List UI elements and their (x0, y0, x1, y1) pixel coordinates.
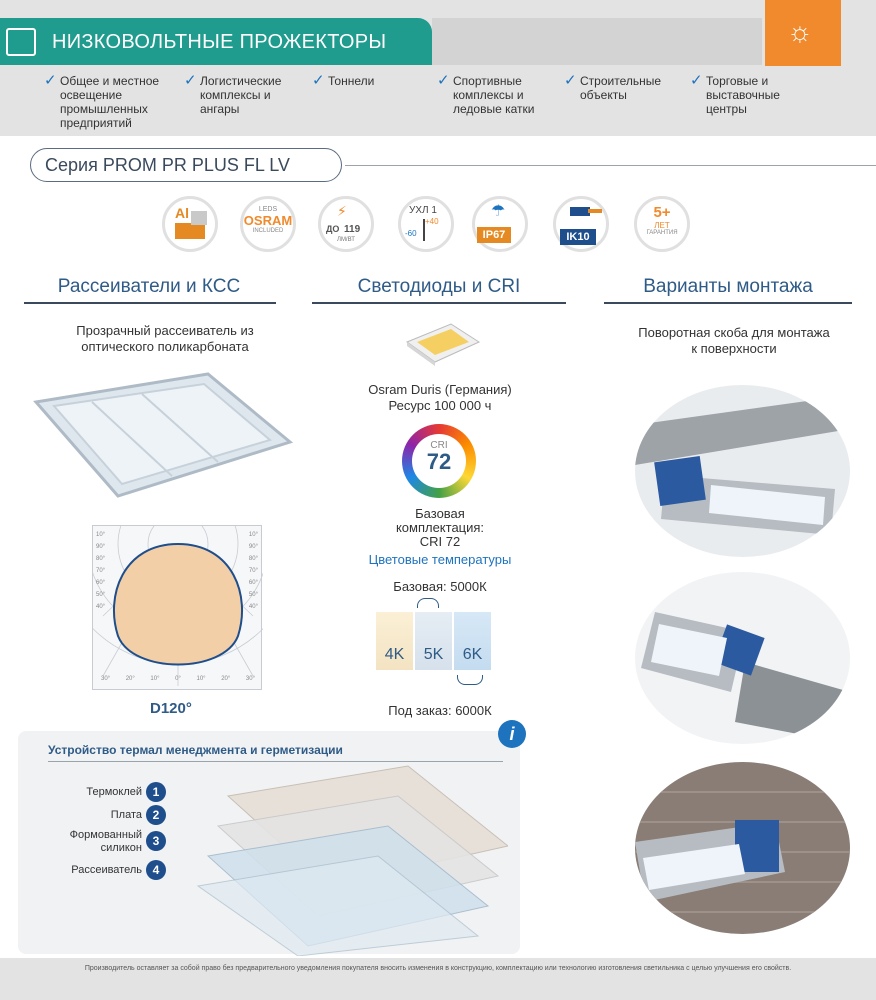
thermal-panel (18, 731, 520, 954)
temp-5k: 5K (415, 612, 452, 670)
thermal-title: Устройство термал менеджмента и герметизации (48, 743, 343, 757)
section-title-diffusers: Рассеиватели и КСС (57, 276, 241, 297)
header-grey-block (432, 18, 762, 65)
thermal-layers-image (168, 756, 508, 956)
check-icon: ✓ (690, 72, 703, 89)
section-underline (604, 302, 852, 304)
diffuser-caption: Прозрачный рассеиватель из оптического поликарбоната (76, 323, 254, 354)
mount-image-brick-wall (635, 762, 850, 934)
umbrella-icon: ☂ (491, 203, 506, 220)
beam-angle-label: D120° (150, 700, 192, 717)
brace-icon (417, 598, 439, 608)
series-title: Серия PROM PR PLUS FL LV (30, 148, 342, 182)
section-underline (24, 302, 276, 304)
lamp-icon: ☼ (787, 16, 813, 47)
base-config-line3: CRI 72 (419, 534, 461, 549)
page-title: НИЗКОВОЛЬТНЫЕ ПРОЖЕКТОРЫ (52, 31, 387, 53)
cri-badge: CRI 72 (402, 424, 476, 498)
info-icon[interactable]: i (498, 720, 526, 748)
base-config-line2: комплектация: (395, 520, 485, 535)
aluminium-badge: Al (162, 196, 218, 252)
section-underline (312, 302, 566, 304)
layer-number: 3 (146, 831, 166, 851)
osram-badge: LEDS OSRAM INCLUDED (240, 196, 296, 252)
footer (0, 958, 876, 1000)
ip-badge: ☂ IP67 (472, 196, 528, 252)
thermometer-icon (423, 219, 425, 241)
layer-label: Рассеиватель (71, 864, 142, 876)
color-temps-title: Цветовые температуры (368, 552, 512, 567)
layer-number: 1 (146, 782, 166, 802)
logo-icon (6, 28, 36, 56)
layer-label: Формованный силикон (69, 829, 142, 854)
footer-disclaimer: Производитель оставляет за собой право без предварительного уведомления покупателя вносить изменения в конструкцию, комплектацию или технологию изготовления светильника с целью улучшения его свойств. (84, 965, 792, 972)
brace-icon (457, 675, 483, 685)
led-resource: Ресурс 100 000 ч (388, 398, 492, 413)
section-title-mounting: Варианты монтажа (643, 276, 813, 297)
mount-image-wall-bracket (635, 572, 850, 744)
led-name: Osram Duris (Германия) (368, 382, 512, 397)
layer-label: Термоклей (86, 786, 142, 798)
check-icon: ✓ (437, 72, 450, 89)
climate-badge: УХЛ 1 +40 -60 (398, 196, 454, 252)
polar-grid (93, 526, 263, 691)
led-chip-image (403, 320, 481, 366)
section-title-leds: Светодиоды и CRI (357, 276, 521, 297)
divider (345, 165, 876, 166)
mount-caption: Поворотная скоба для монтажа к поверхности (638, 325, 830, 356)
category-tab (765, 0, 841, 66)
layer-label: Плата (110, 809, 142, 821)
layer-number: 4 (146, 860, 166, 880)
polar-diagram: 10° 90° 80° 70° 60° 50° 40° 10° 90° 80° 70° 60° 50° 40° 30° 20° 10° 0° 10° 20° 30° (92, 525, 262, 690)
check-icon: ✓ (564, 72, 577, 89)
efficacy-badge: ⚡ ДО 119 ЛМ/ВТ (318, 196, 374, 252)
check-icon: ✓ (312, 72, 325, 89)
warranty-badge: 5+ ЛЕТ ГАРАНТИЯ (634, 196, 690, 252)
temp-4k: 4K (376, 612, 413, 670)
base-temp: Базовая: 5000К (393, 579, 487, 594)
check-icon: ✓ (44, 72, 57, 89)
bulb-icon: ⚡ (337, 203, 347, 219)
title-bar (0, 18, 432, 65)
hammer-icon (558, 201, 608, 231)
aluminium-profile-icon (165, 199, 215, 249)
check-icon: ✓ (184, 72, 197, 89)
order-temp: Под заказ: 6000К (388, 703, 492, 718)
mount-image-ceiling (635, 385, 850, 557)
base-config-line1: Базовая (415, 506, 465, 521)
layer-number: 2 (146, 805, 166, 825)
diffuser-image (32, 372, 294, 500)
ik-badge: IK10 (553, 196, 609, 252)
temp-6k: 6K (454, 612, 491, 670)
